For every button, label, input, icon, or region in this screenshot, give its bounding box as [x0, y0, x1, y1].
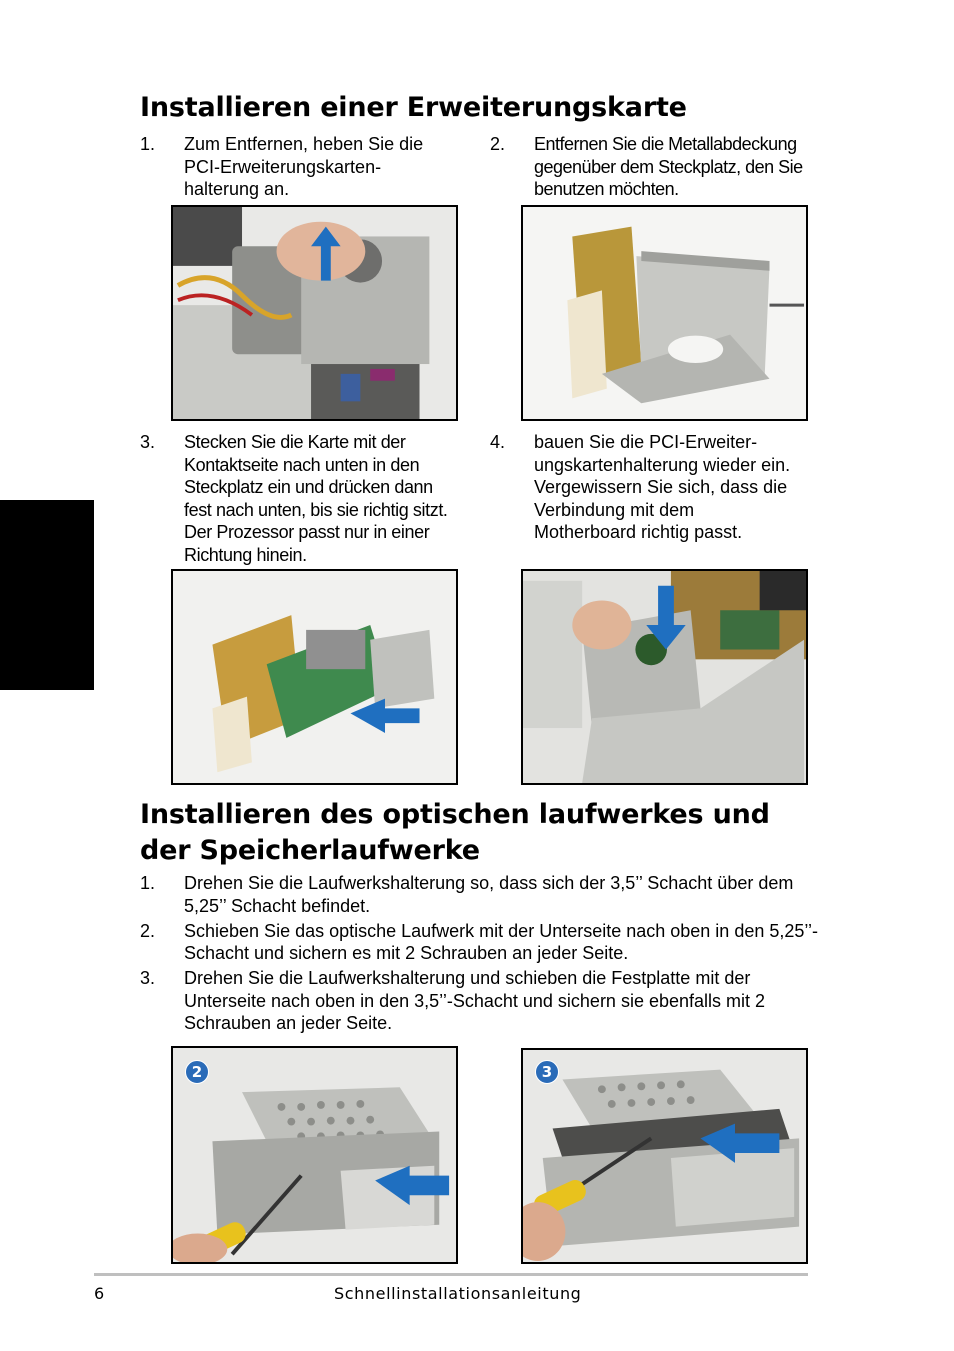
- section-title-expansion-card: Installieren einer Erweiterungskarte: [140, 92, 687, 123]
- step-number: 2.: [490, 134, 506, 154]
- list-item: [140, 967, 820, 1035]
- step-text: Drehen Sie die Laufwerkshalterung und schieben die Festplatte mit der Unterseite nach oben in den 3,5’’-Schacht und sichern sie ebenfalls mit 2 Schrauben an jeder Seite.: [184, 968, 766, 1033]
- photo-insert-card: [171, 569, 458, 785]
- photo-reinstall-bracket: [521, 569, 808, 785]
- step-number: 1.: [140, 873, 156, 893]
- step-text: Zum Entfernen, heben Sie die PCI-Erweiterungskarten-halterung an.: [184, 134, 424, 199]
- photo-hard-disk: [521, 1048, 808, 1264]
- photo-lift-bracket: [171, 205, 458, 421]
- drive-steps-list: [140, 872, 820, 1037]
- step-number: 2.: [140, 920, 156, 941]
- photo-remove-cover: [521, 205, 808, 421]
- chapter-side-tab: [0, 500, 94, 690]
- step-number: 3.: [140, 968, 156, 988]
- step-badge: 3: [535, 1060, 559, 1084]
- step-text: Stecken Sie die Karte mit der Kontaktseite nach unten in den Steckplatz ein und drücken dann fest nach unten, bis sie richtig sitzt. Der Prozessor passt nur in einer Richtung hinein.: [184, 432, 448, 565]
- list-item: [140, 920, 820, 965]
- footer-divider: [94, 1273, 808, 1276]
- step-text: Schieben Sie das optische Laufwerk mit der Unterseite nach oben in den 5,25’’-Schacht und sichern es mit 2 Schrauben an jeder Seite.: [184, 920, 819, 963]
- step-number: 1.: [140, 134, 156, 154]
- step-badge: 2: [185, 1060, 209, 1084]
- footer-title: Schnellinstallationsanleitung: [334, 1284, 582, 1303]
- step-text: Entfernen Sie die Metallabdeckung gegenüber dem Steckplatz, den Sie benutzen möchten.: [534, 134, 803, 199]
- step-text: bauen Sie die PCI-Erweiter-ungskartenhalterung wieder ein. Vergewissern Sie sich, dass die Verbindung mit dem Motherboard richtig passt.: [534, 432, 791, 542]
- photo-optical-drive: [171, 1046, 458, 1264]
- section-title-drives: Installieren des optischen laufwerkes und der Speicherlaufwerke: [140, 799, 770, 866]
- list-item: [140, 872, 820, 917]
- step-text: Drehen Sie die Laufwerkshalterung so, dass sich der 3,5’’ Schacht über dem 5,25’’ Schacht befindet.: [184, 873, 794, 916]
- step-number: 4.: [490, 432, 506, 452]
- step-number: 3.: [140, 432, 156, 452]
- page-number: 6: [94, 1284, 105, 1303]
